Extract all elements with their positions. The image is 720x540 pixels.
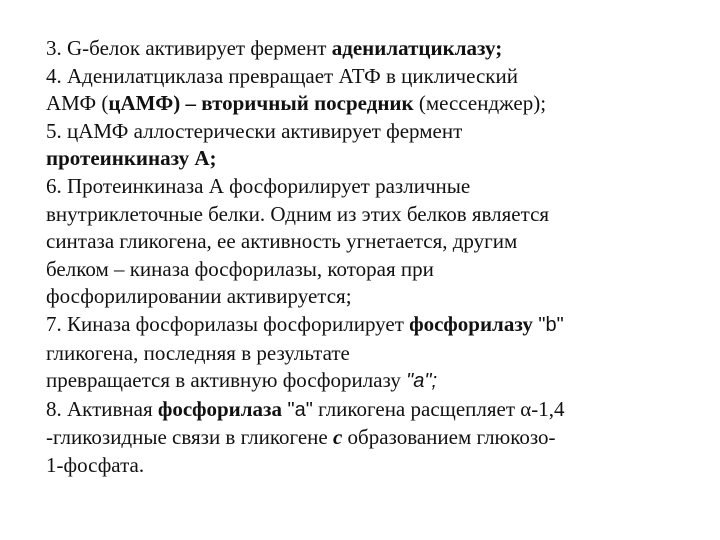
text-line xyxy=(46,173,686,201)
body-text xyxy=(46,35,686,480)
text-run: "а"; xyxy=(406,370,438,393)
text-line xyxy=(46,118,686,146)
text-line xyxy=(46,311,686,340)
bold-term: фосфорилазу xyxy=(409,311,533,336)
bold-term: аденилатциклазу; xyxy=(331,36,503,60)
text-line xyxy=(46,90,686,118)
text-run: образованием глюкозо- xyxy=(342,425,556,450)
text-line xyxy=(46,63,686,91)
text-line xyxy=(46,367,686,396)
text-line xyxy=(46,396,686,425)
text-run: 4. Аденилатциклаза превращает АТФ в циклический xyxy=(46,63,518,88)
text-line xyxy=(46,452,686,480)
text-line xyxy=(46,201,686,229)
text-run: 3. G-белок активирует фермент xyxy=(46,36,332,60)
text-run: фосфорилировании активируется; xyxy=(46,284,352,309)
text-line xyxy=(46,145,686,173)
text-run: "а" xyxy=(282,398,313,421)
text-run: "b" xyxy=(532,313,564,336)
text-run: синтаза гликогена, ее активность угнетается, другим xyxy=(46,229,518,254)
text-line xyxy=(46,256,686,284)
bold-term: протеинкиназу А; xyxy=(46,146,217,171)
text-run: 8. Активная xyxy=(46,396,158,421)
bold-term: с xyxy=(332,425,343,450)
bold-term: цАМФ) – вторичный посредник xyxy=(108,91,414,116)
bold-term: фосфорилаза xyxy=(157,396,282,421)
text-line xyxy=(46,35,686,63)
text-run: -гликозидные связи в гликогене xyxy=(46,425,333,450)
text-run: гликогена расщепляет α-1,4 xyxy=(312,396,565,421)
text-run: АМФ ( xyxy=(46,91,109,116)
text-run: превращается в активную фосфорилазу xyxy=(46,368,407,393)
text-line xyxy=(46,228,686,256)
text-run: белком – киназа фосфорилазы, которая при xyxy=(46,256,434,281)
text-run: гликогена, последняя в результате xyxy=(46,340,350,365)
text-run: 6. Протеинкиназа А фосфорилирует различные xyxy=(46,173,471,198)
text-line xyxy=(46,283,686,311)
text-run: внутриклеточные белки. Одним из этих белков является xyxy=(46,201,550,226)
text-line xyxy=(46,424,686,452)
text-run: 1-фосфата. xyxy=(46,452,145,477)
text-run: (мессенджер); xyxy=(413,91,547,116)
text-run: 7. Киназа фосфорилазы фосфорилирует xyxy=(46,311,410,336)
text-line xyxy=(46,340,686,368)
text-run: 5. цАМФ аллостерически активирует фермент xyxy=(46,118,463,143)
